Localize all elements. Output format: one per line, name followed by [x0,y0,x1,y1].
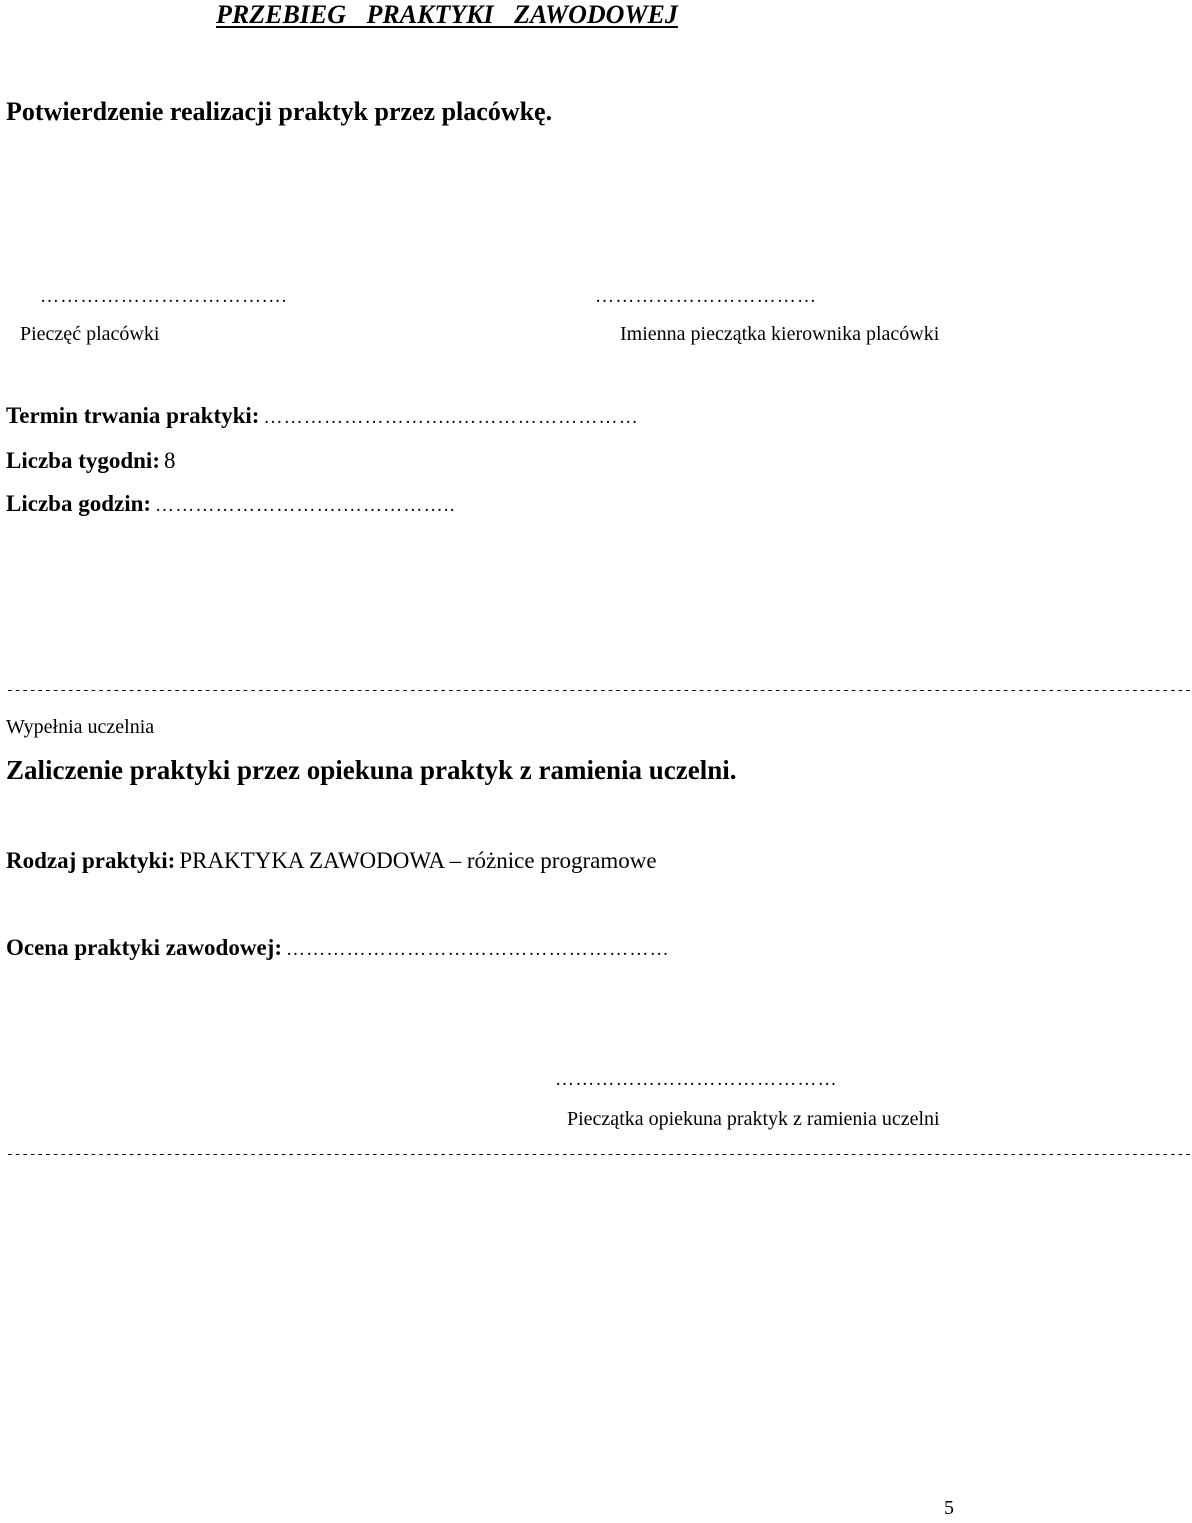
confirmation-heading: Potwierdzenie realizacji praktyk przez placówkę. [6,97,553,126]
section-divider-bottom: ------------------------------------------------------------------------------------------------------------------------------------------------------------ [6,1147,1192,1162]
internship-duration-label: Termin trwania praktyki: [6,403,260,428]
internship-grade-row [6,935,670,961]
university-fill-note: Wypełnia uczelnia [6,716,155,738]
document-title: PRZEBIEG PRAKTYKI ZAWODOWEJ [216,0,678,29]
weeks-count-label: Liczba tygodni: [6,448,160,473]
completion-heading: Zaliczenie praktyki przez opiekuna praktyk z ramienia uczelni. [6,755,737,785]
section-divider-top: ------------------------------------------------------------------------------------------------------------------------------------------------------------ [6,683,1192,698]
manager-stamp-placeholder: …………………………… [595,286,818,307]
weeks-count-row [6,448,175,474]
manager-stamp-caption: Imienna pieczątka kierownika placówki [620,323,940,345]
weeks-count-value: 8 [163,448,176,473]
tutor-stamp-caption: Pieczątka opiekuna praktyk z ramienia uczelni [567,1108,940,1130]
hours-count-label: Liczba godzin: [6,491,152,516]
internship-duration-field: ………………………..……………………… [263,407,639,428]
facility-stamp-placeholder: …………………………….… [40,286,289,307]
hours-count-field: ……………………….…………….. [155,495,456,516]
internship-duration-row [6,403,639,429]
tutor-stamp-placeholder: …………………………………… [555,1069,838,1090]
internship-type-value: PRAKTYKA ZAWODOWA – różnice programowe [179,848,657,873]
internship-grade-field: ………………………………………………… [285,939,670,960]
hours-count-row [6,491,456,517]
facility-stamp-caption: Pieczęć placówki [20,323,160,345]
internship-type-label: Rodzaj praktyki: [6,848,176,873]
internship-grade-label: Ocena praktyki zawodowej: [6,935,282,960]
internship-type-row [6,848,657,874]
page-number: 5 [944,1497,954,1519]
